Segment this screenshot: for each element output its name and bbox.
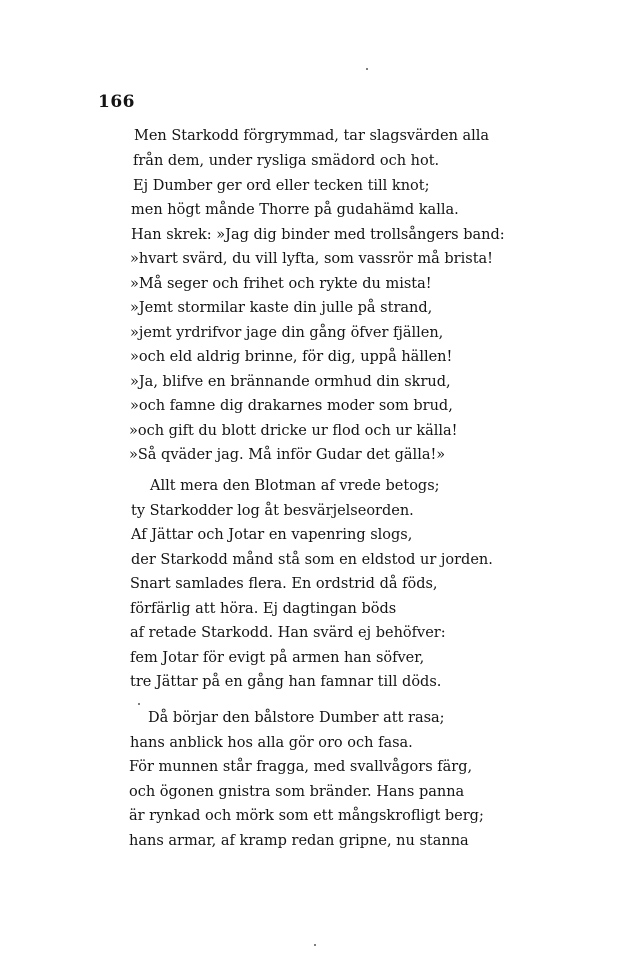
verse-line: Allt mera den Blotman af vrede betogs; bbox=[150, 478, 440, 494]
verse-line: der Starkodd månd stå som en eldstod ur jorden. bbox=[131, 552, 493, 568]
verse-line: »och gift du blott dricke ur flod och ur källa! bbox=[129, 423, 458, 439]
ink-speck bbox=[314, 944, 316, 946]
verse-line: hans armar, af kramp redan gripne, nu stanna bbox=[129, 833, 469, 849]
verse-line: Af Jättar och Jotar en vapenring slogs, bbox=[131, 527, 413, 543]
verse-line: »och eld aldrig brinne, för dig, uppå hällen! bbox=[130, 349, 453, 365]
ink-speck bbox=[138, 703, 140, 705]
verse-line: »och famne dig drakarnes moder som brud, bbox=[130, 398, 453, 414]
verse-line: Snart samlades flera. En ordstrid då föds, bbox=[130, 576, 438, 592]
verse-line: Han skrek: »Jag dig binder med trollsångers band: bbox=[131, 227, 505, 243]
page-number: 166 bbox=[98, 92, 135, 112]
verse-line: Ej Dumber ger ord eller tecken till knot; bbox=[133, 178, 430, 194]
verse-line: »hvart svärd, du vill lyfta, som vassrör må brista! bbox=[130, 251, 493, 267]
verse-line: För munnen står fragga, med svallvågors färg, bbox=[129, 759, 473, 775]
verse-line: förfärlig att höra. Ej dagtingan böds bbox=[130, 601, 397, 617]
verse-line: men högt månde Thorre på gudahämd kalla. bbox=[131, 202, 459, 218]
verse-line: »Ja, blifve en brännande ormhud din skrud, bbox=[130, 374, 451, 390]
verse-line: ty Starkodder log åt besvärjelseorden. bbox=[131, 503, 414, 519]
verse-line: »Må seger och frihet och rykte du mista! bbox=[130, 276, 432, 292]
verse-line: »Jemt stormilar kaste din julle på strand, bbox=[130, 300, 433, 316]
verse-line: Men Starkodd förgrymmad, tar slagsvärden alla bbox=[134, 128, 490, 144]
verse-line: fem Jotar för evigt på armen han söfver, bbox=[130, 650, 425, 666]
verse-line: är rynkad och mörk som ett mångskrofligt berg; bbox=[129, 808, 484, 824]
verse-line: »Så qväder jag. Må inför Gudar det gälla!» bbox=[129, 447, 446, 463]
verse-line: hans anblick hos alla gör oro och fasa. bbox=[130, 735, 413, 751]
verse-line: från dem, under rysliga smädord och hot. bbox=[133, 153, 440, 169]
verse-line: »jemt yrdrifvor jage din gång öfver fjällen, bbox=[130, 325, 444, 341]
ink-speck bbox=[366, 68, 368, 70]
verse-line: af retade Starkodd. Han svärd ej behöfver: bbox=[130, 625, 446, 641]
verse-line: tre Jättar på en gång han famnar till döds. bbox=[130, 674, 442, 690]
verse-line: och ögonen gnistra som bränder. Hans panna bbox=[129, 784, 465, 800]
verse-line: Då börjar den bålstore Dumber att rasa; bbox=[148, 710, 445, 726]
